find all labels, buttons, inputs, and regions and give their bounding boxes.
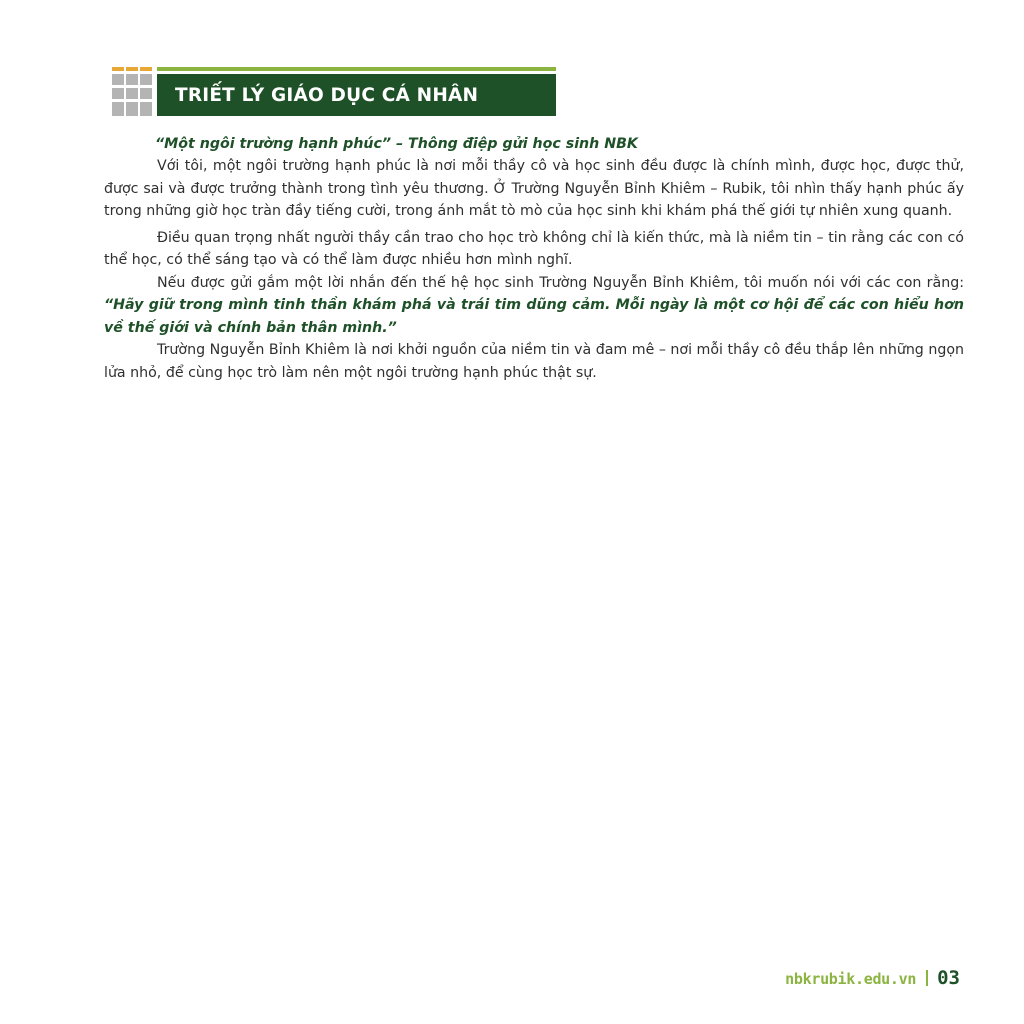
article-body xyxy=(104,133,964,384)
highlighted-quote: “Hãy giữ trong mình tinh thần khám phá và trái tim dũng cảm. Mỗi ngày là một cơ hội để các con hiểu hơn về thế giới và chính bản thân mình.” xyxy=(104,297,964,336)
paragraph-4: Trường Nguyễn Bỉnh Khiêm là nơi khởi nguồn của niềm tin và đam mê – nơi mỗi thầy cô đều thắp lên những ngọn lửa nhỏ, để cùng học trò làm nên một ngôi trường hạnh phúc thật sự. xyxy=(104,342,964,381)
paragraph-3-intro: Nếu được gửi gắm một lời nhắn đến thế hệ học sinh Trường Nguyễn Bỉnh Khiêm, tôi muốn nói với các con rằng: xyxy=(157,274,964,291)
paragraph-3 xyxy=(104,272,964,340)
paragraph-1: Với tôi, một ngôi trường hạnh phúc là nơi mỗi thầy cô và học sinh đều được là chính mình, được học, được thử, được sai và được trưởng thành trong tình yêu thương. Ở Trường Nguyễn Bỉnh Khiêm – Rubik, tôi nhìn thấy hạnh phúc ấy trong những giờ học tràn đầy tiếng cười, trong ánh mắt tò mò của học sinh khi khám phá thế giới tự nhiên xung quanh. xyxy=(104,158,964,219)
paragraph-2: Điều quan trọng nhất người thầy cần trao cho học trò không chỉ là kiến thức, mà là niềm tin – tin rằng các con có thể học, có thể sáng tạo và có thể làm được nhiều hơn mình nghĩ. xyxy=(104,229,964,268)
header-title-bar xyxy=(157,74,556,116)
page-footer xyxy=(785,965,960,991)
page-number: 03 xyxy=(937,967,960,989)
page-title: TRIẾT LÝ GIÁO DỤC CÁ NHÂN xyxy=(175,85,479,106)
article-subtitle: “Một ngôi trường hạnh phúc” – Thông điệp gửi học sinh NBK xyxy=(155,136,638,152)
footer-divider xyxy=(926,970,928,986)
grid-squares-icon xyxy=(112,67,153,116)
header-accent-line xyxy=(157,67,556,71)
website-link[interactable]: nbkrubik.edu.vn xyxy=(785,970,917,988)
section-header xyxy=(112,67,556,116)
